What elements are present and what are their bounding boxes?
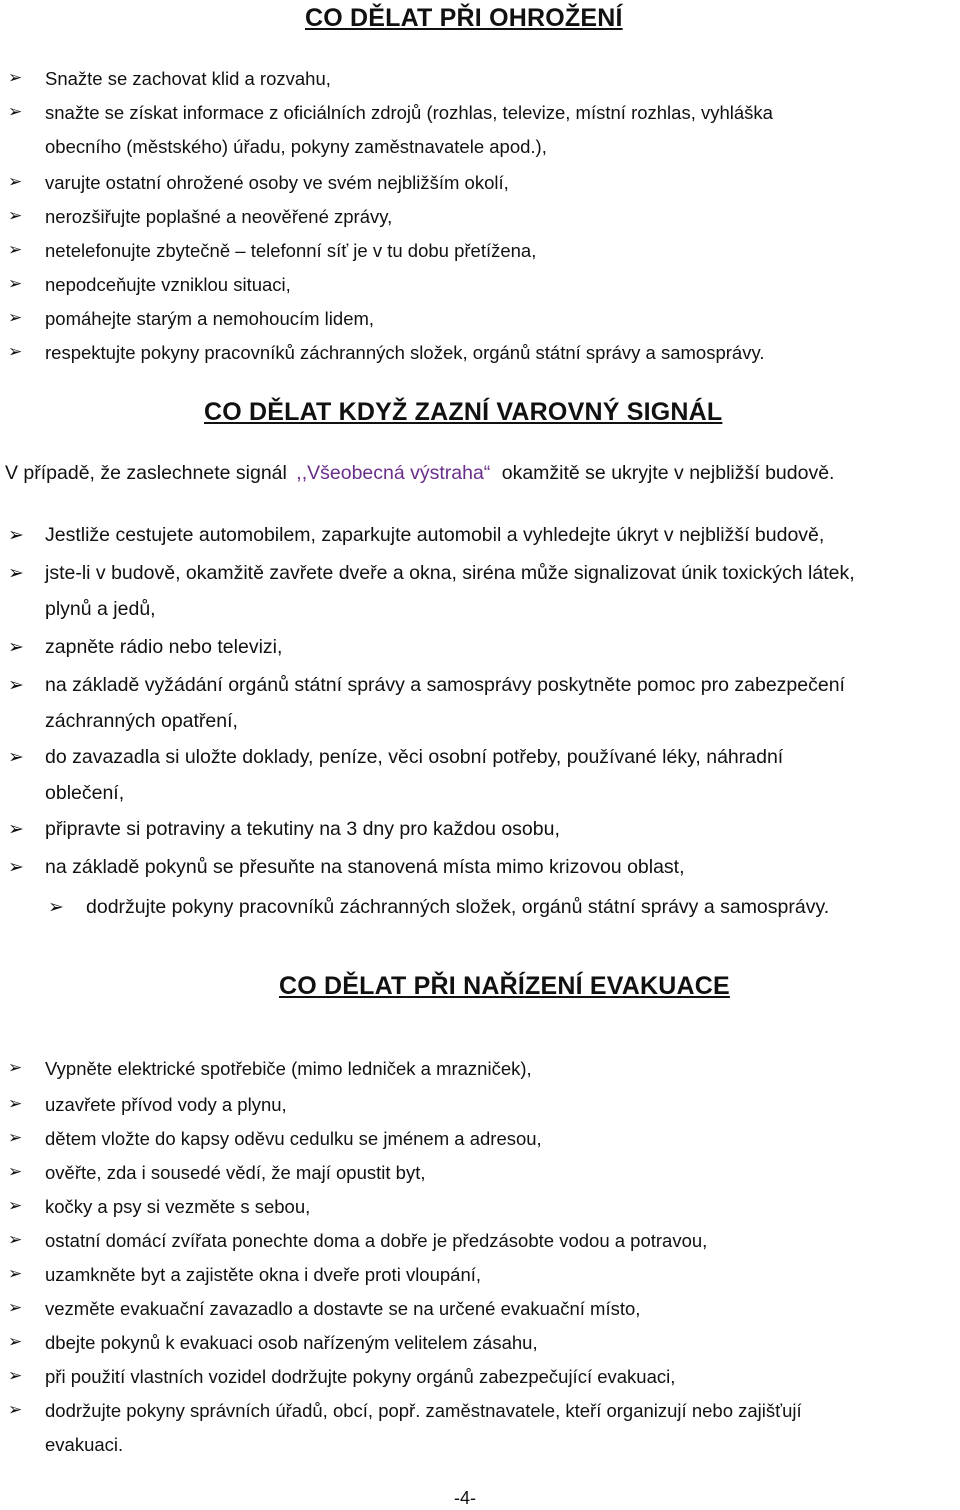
list-item-text: Jestliže cestujete automobilem, zaparkujte automobil a vyhledejte úkryt v nejbližší budově,	[45, 524, 825, 546]
list-item-text: uzamkněte byt a zajistěte okna i dveře proti vloupání,	[45, 1264, 482, 1285]
list-item-text: na základě vyžádání orgánů státní správy a samosprávy poskytněte pomoc pro zabezpečení	[45, 674, 845, 696]
arrow-bullet-icon: ➢	[8, 562, 24, 584]
arrow-bullet-icon: ➢	[8, 102, 23, 122]
list-item-text: uzavřete přívod vody a plynu,	[45, 1094, 287, 1115]
list-item-text: při použití vlastních vozidel dodržujte pokyny orgánů zabezpečující evakuaci,	[45, 1366, 676, 1387]
list-item-text: Snažte se zachovat klid a rozvahu,	[45, 68, 331, 89]
list-item-text-continued: plynů a jedů,	[45, 598, 156, 620]
list-item-text: vezměte evakuační zavazadlo a dostavte se na určené evakuační místo,	[45, 1298, 641, 1319]
list-item-text: dodržujte pokyny pracovníků záchranných složek, orgánů státní správy a samosprávy.	[86, 896, 830, 918]
list-item-text: varujte ostatní ohrožené osoby ve svém nejbližším okolí,	[45, 172, 509, 193]
list-item-text: Vypněte elektrické spotřebiče (mimo ledniček a mrazniček),	[45, 1058, 532, 1079]
list-item-text: zapněte rádio nebo televizi,	[45, 636, 283, 658]
arrow-bullet-icon: ➢	[8, 1128, 23, 1148]
list-item-text-continued: obecního (městského) úřadu, pokyny zaměstnavatele apod.),	[45, 136, 547, 157]
list-item-text: kočky a psy si vezměte s sebou,	[45, 1196, 311, 1217]
arrow-bullet-icon: ➢	[8, 818, 24, 840]
arrow-bullet-icon: ➢	[8, 1196, 23, 1216]
arrow-bullet-icon: ➢	[8, 1058, 23, 1078]
arrow-bullet-icon: ➢	[8, 172, 23, 192]
arrow-bullet-icon: ➢	[8, 1264, 23, 1284]
signal-intro-before: V případě, že zaslechnete signál	[5, 462, 287, 484]
arrow-bullet-icon: ➢	[8, 240, 23, 260]
signal-intro	[5, 462, 834, 485]
arrow-bullet-icon: ➢	[8, 1162, 23, 1182]
list-item-text-continued: záchranných opatření,	[45, 710, 238, 732]
list-item-text: respektujte pokyny pracovníků záchranných složek, orgánů státní správy a samosprávy.	[45, 342, 765, 363]
list-item-text: snažte se získat informace z oficiálních zdrojů (rozhlas, televize, místní rozhlas, vyhláška	[45, 102, 773, 123]
arrow-bullet-icon: ➢	[8, 1094, 23, 1114]
list-item-text: ostatní domácí zvířata ponechte doma a dobře je předzásobte vodou a potravou,	[45, 1230, 708, 1251]
arrow-bullet-icon: ➢	[8, 746, 24, 768]
list-item-text: připravte si potraviny a tekutiny na 3 dny pro každou osobu,	[45, 818, 560, 840]
arrow-bullet-icon: ➢	[8, 636, 24, 658]
list-item-text: jste-li v budově, okamžitě zavřete dveře a okna, siréna může signalizovat únik toxických látek,	[45, 562, 855, 584]
arrow-bullet-icon: ➢	[8, 524, 24, 546]
arrow-bullet-icon: ➢	[8, 674, 24, 696]
arrow-bullet-icon: ➢	[8, 1400, 23, 1420]
list-item-text: nepodceňujte vzniklou situaci,	[45, 274, 291, 295]
list-item-text-continued: evakuaci.	[45, 1434, 124, 1455]
arrow-bullet-icon: ➢	[8, 308, 23, 328]
list-item-text: netelefonujte zbytečně – telefonní síť je v tu dobu přetížena,	[45, 240, 537, 261]
arrow-bullet-icon: ➢	[8, 342, 23, 362]
list-item-text: dětem vložte do kapsy oděvu cedulku se jménem a adresou,	[45, 1128, 542, 1149]
heading-threat: CO DĚLAT PŘI OHROŽENÍ	[305, 4, 623, 32]
arrow-bullet-icon: ➢	[8, 1298, 23, 1318]
heading-signal: CO DĚLAT KDYŽ ZAZNÍ VAROVNÝ SIGNÁL	[204, 398, 723, 426]
arrow-bullet-icon: ➢	[8, 206, 23, 226]
signal-intro-quote: ,,Všeobecná výstraha“	[296, 462, 491, 484]
arrow-bullet-icon: ➢	[8, 1230, 23, 1250]
arrow-bullet-icon: ➢	[8, 274, 23, 294]
list-item-text: na základě pokynů se přesuňte na stanovená místa mimo krizovou oblast,	[45, 856, 685, 878]
page-number: -4-	[454, 1488, 476, 1508]
arrow-bullet-icon: ➢	[8, 1366, 23, 1386]
list-item-text: ověřte, zda i sousedé vědí, že mají opustit byt,	[45, 1162, 426, 1183]
heading-evacuation: CO DĚLAT PŘI NAŘÍZENÍ EVAKUACE	[279, 972, 730, 1000]
list-item-text: pomáhejte starým a nemohoucím lidem,	[45, 308, 375, 329]
arrow-bullet-icon: ➢	[8, 68, 23, 88]
list-item-text: dodržujte pokyny správních úřadů, obcí, popř. zaměstnavatele, kteří organizují nebo zajišťují	[45, 1400, 802, 1421]
arrow-bullet-icon: ➢	[8, 1332, 23, 1352]
list-item-text: nerozšiřujte poplašné a neověřené zprávy,	[45, 206, 393, 227]
arrow-bullet-icon: ➢	[8, 856, 24, 878]
list-item-text: do zavazadla si uložte doklady, peníze, věci osobní potřeby, používané léky, náhradní	[45, 746, 784, 768]
arrow-bullet-icon: ➢	[48, 896, 64, 918]
signal-intro-after: okamžitě se ukryjte v nejbližší budově.	[501, 462, 835, 484]
list-item-text: dbejte pokynů k evakuaci osob nařízeným velitelem zásahu,	[45, 1332, 538, 1353]
list-item-text-continued: oblečení,	[45, 782, 125, 804]
